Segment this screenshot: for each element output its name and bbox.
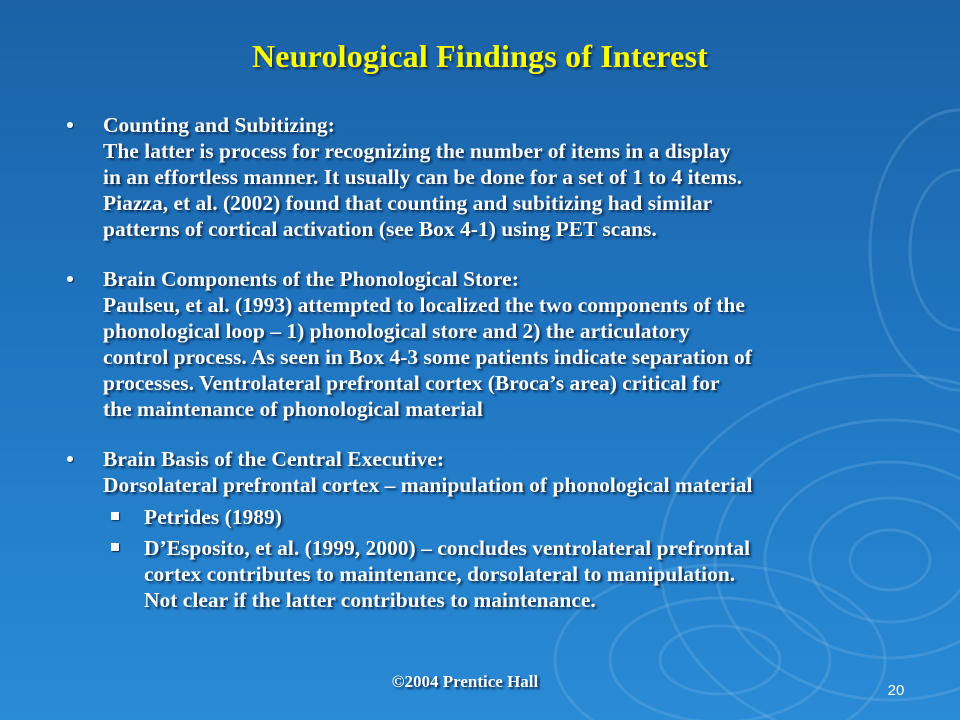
- sub-bullet-petrides: [103, 504, 932, 530]
- bullet-text-line: The latter is process for recognizing the number of items in a display: [103, 139, 731, 163]
- sub-bullet-text-line: Not clear if the latter contributes to maintenance.: [144, 588, 596, 612]
- bullet-heading: Brain Basis of the Central Executive:: [103, 447, 444, 471]
- slide-title: Neurological Findings of Interest: [251, 38, 709, 74]
- bullet-text-line: Paulseu, et al. (1993) attempted to localized the two components of the: [103, 293, 745, 317]
- bullet-heading: Counting and Subitizing:: [103, 113, 335, 137]
- bullet-text-line: Dorsolateral prefrontal cortex – manipulation of phonological material: [103, 473, 753, 497]
- bullet-counting-subitizing: [62, 112, 932, 242]
- sub-bullet-list: [103, 504, 932, 613]
- bullet-phonological-store: [62, 266, 932, 422]
- copyright-footer: ©2004 Prentice Hall: [391, 672, 539, 691]
- bullet-text-line: the maintenance of phonological material: [103, 397, 483, 421]
- sub-bullet-text-line: D’Esposito, et al. (1999, 2000) – concludes ventrolateral prefrontal: [144, 536, 751, 560]
- bullet-dot-icon: [67, 456, 73, 462]
- sub-bullet-text-line: Petrides (1989): [144, 505, 282, 529]
- page-number: 20: [887, 682, 905, 699]
- square-bullet-icon: [111, 512, 119, 520]
- bullet-heading: Brain Components of the Phonological Store:: [103, 267, 519, 291]
- bullet-central-executive: [62, 446, 932, 613]
- bullet-text-line: in an effortless manner. It usually can be done for a set of 1 to 4 items.: [103, 165, 743, 189]
- bullet-text-line: Piazza, et al. (2002) found that counting and subitizing had similar: [103, 191, 713, 215]
- square-bullet-icon: [111, 543, 119, 551]
- bullet-text-line: processes. Ventrolateral prefrontal cortex (Broca’s area) critical for: [103, 371, 720, 395]
- sub-bullet-desposito: [103, 535, 932, 613]
- bullet-dot-icon: [67, 122, 73, 128]
- bullet-text-line: patterns of cortical activation (see Box 4-1) using PET scans.: [103, 217, 657, 241]
- bullet-text-line: phonological loop – 1) phonological store and 2) the articulatory: [103, 319, 690, 343]
- slide-body: [62, 112, 932, 637]
- bullet-text-line: control process. As seen in Box 4-3 some patients indicate separation of: [103, 345, 752, 369]
- bullet-dot-icon: [67, 276, 73, 282]
- sub-bullet-text-line: cortex contributes to maintenance, dorsolateral to manipulation.: [144, 562, 736, 586]
